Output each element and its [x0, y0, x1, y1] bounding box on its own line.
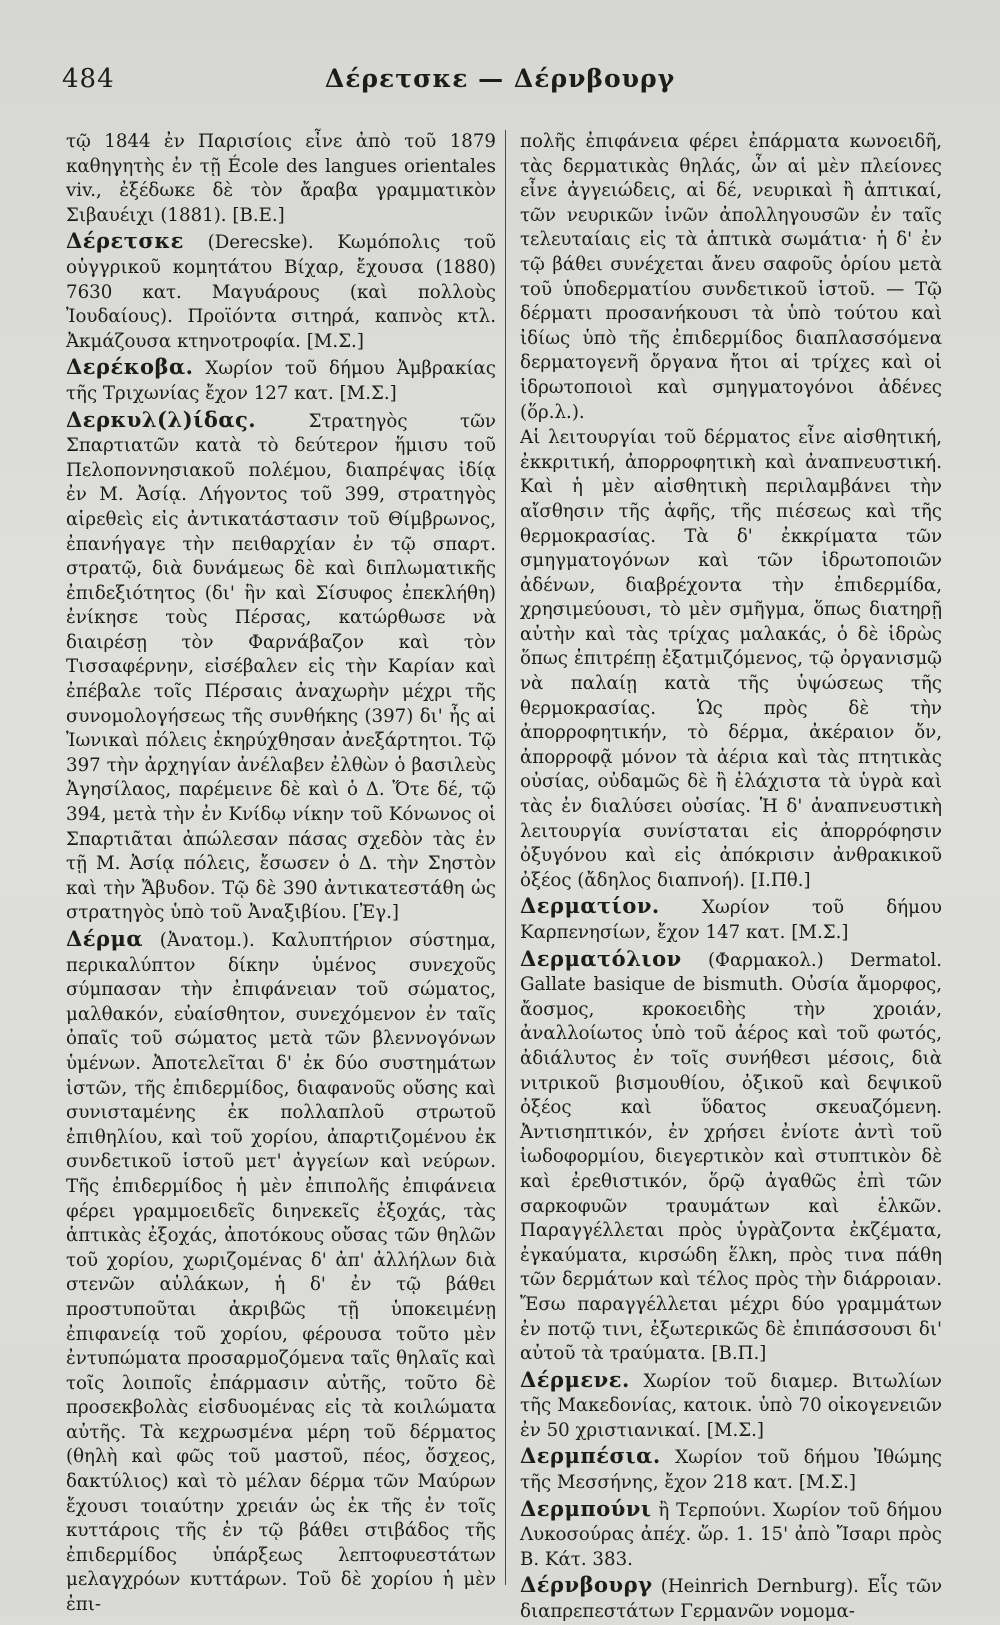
- entry-headword: Δέρμενε.: [520, 1366, 630, 1392]
- entry-headword: Δέρνβουργ: [520, 1572, 653, 1598]
- entry-text: Χωρίον τοῦ δήμου Ἰθώμης τῆς Μεσσήνης, ἔχον 218 κατ. [Μ.Σ.]: [520, 1447, 942, 1494]
- dictionary-entry: [520, 1573, 942, 1624]
- dictionary-entry: [520, 130, 942, 425]
- entry-headword: Δερματίον.: [520, 893, 660, 919]
- page-number: 484: [62, 64, 115, 94]
- dictionary-entry: [520, 1368, 942, 1444]
- dictionary-entry: [520, 894, 942, 945]
- entry-headword: Δέρμα: [66, 926, 144, 951]
- dictionary-entry: [66, 355, 496, 406]
- dictionary-entry: [520, 947, 942, 1367]
- dictionary-entry: [66, 927, 496, 1618]
- entry-text: (Derecske). Κωμόπολις τοῦ οὑγγρικοῦ κομητάτου Βίχαρ, ἔχουσα (1880) 7630 κατ. Μαγυάρους (καὶ πολλοὺς Ἰουδαίους). Προϊόντα σιτηρά, καπνὸς κτλ. Ἀκμάζουσα κτηνοτροφία. [Μ.Σ.]: [66, 232, 496, 352]
- left-column: [66, 130, 496, 1616]
- entry-headword: Δερμπέσια.: [520, 1443, 661, 1469]
- entry-text: ἢ Τερπούνι. Χωρίον τοῦ δήμου Λυκοσούρας ἀπέχ. ὥρ. 1. 15' ἀπὸ Ἴσαρι πρὸς Β. Κάτ. 383.: [520, 1499, 942, 1570]
- entry-text: (Ἀνατομ.). Καλυπτήριον σύστημα, περικαλύπτον δίκην ὑμένος συνεχοῦς σύμπασαν τὴν ἐπιφάνειαν τοῦ σώματος, μαλθακόν, εὐαίσθητον, συνεχόμενον ἐν ταῖς ὀπαῖς τοῦ σώματος μετὰ τῶν βλεννογόνων ὑμένων. Ἀποτελεῖται δ' ἐκ δύο συστημάτων ἱστῶν, τῆς ἐπιδερμίδος, διαφανοῦς οὔσης καὶ συνισταμένης ἐκ πολλαπλοῦ στρωτοῦ ἐπιθηλίου, καὶ τοῦ χορίου, ἀπαρτιζομένου ἐκ συνδετικοῦ ἱστοῦ μετ' ἀγγείων καὶ νεύρων. Τῆς ἐπιδερμίδος ἡ μὲν ἐπιπολῆς ἐπιφάνεια φέρει γραμμοειδεῖς διηνεκεῖς ἐξοχάς, τὰς ἁπτικὰς ἐξοχάς, ἀποτόκους οὔσας τῶν θηλῶν τοῦ χορίου, χωριζομένας δ' ἀπ' ἀλλήλων διὰ στενῶν αὐλάκων, ἡ δ' ἐν τῷ βάθει προστυποῦται ἀκριβῶς τῇ ὑποκειμένῃ ἐπιφανείᾳ τοῦ χορίου, φέρουσα τοῦτο μὲν ἐντυπώματα προσαρμοζόμενα ταῖς θηλαῖς καὶ τοῖς λοιποῖς ἐπάρμασιν αὐτῆς, τοῦτο δὲ προσεκβολὰς εἰσδυομένας εἰς τὰ κοιλώματα αὐτῆς. Τὰ κεχρωσμένα μέρη τοῦ δέρματος (θηλὴ καὶ φῶς τοῦ μαστοῦ, πέος, ὄσχεος, δακτύλιος) καὶ τὸ μέλαν δέρμα τῶν Μαύρων ἔχουσι τοιαύτην χρειάν ὡς ἐκ τῆς ἐν τοῖς κυττάροις τῆς ἐν τῷ βάθει στιβάδος τῆς ἐπιδερμίδος ὑπάρξεως λεπτοφυεστάτων μελαγχρόων κυττάρων. Τοῦ δὲ χορίου ἡ μὲν ἐπι-: [66, 930, 496, 1616]
- entry-text: Στρατηγὸς τῶν Σπαρτιατῶν κατὰ τὸ δεύτερον ἥμισυ τοῦ Πελοποννησιακοῦ πολέμου, διαπρέψας ἰδίᾳ ἐν Μ. Ἀσίᾳ. Λήγοντος τοῦ 399, στρατηγὸς αἱρεθεὶς εἰς ἀντικατάστασιν τοῦ Θίμβρωνος, ἐπανήγαγε τὴν πειθαρχίαν ἐν τῷ σπαρτ. στρατῷ, διὰ δυνάμεως δὲ καὶ διπλωματικῆς ἐπιδεξιότητος (δι' ἣν καὶ Σίσυφος ἐπεκλήθη) ἐνίκησε τοὺς Πέρσας, κατώρθωσε νὰ διαιρέσῃ τὸν Φαρνάβαζον καὶ τὸν Τισσαφέρνην, εἰσέβαλεν εἰς τὴν Καρίαν καὶ ἐπέβαλε τοῖς Πέρσαις ἀναχωρὴν μέχρι τῆς συνομολογήσεως τῆς συνθήκης (397) δι' ἧς αἱ Ἰωνικαὶ πόλεις ἐκηρύχθησαν ἀνεξάρτητοι. Τῷ 397 τὴν ἀρχηγίαν ἀνέλαβεν ἐλθὼν ὁ βασιλεὺς Ἀγησίλαος, παρέμεινε δὲ καὶ ὁ Δ. Ὅτε δέ, τῷ 394, μετὰ τὴν ἐν Κνίδῳ νίκην τοῦ Κόνωνος οἱ Σπαρτιᾶται ἀπώλεσαν πάσας σχεδὸν τὰς ἐν τῇ Μ. Ἀσίᾳ πόλεις, ἔσωσεν ὁ Δ. τὴν Σηστὸν καὶ τὴν Ἄβυδον. Τῷ δὲ 390 ἀντικατεστάθη ὡς στρατηγὸς ὑπὸ τοῦ Ἀναξιβίου. [Ἐγ.]: [66, 410, 496, 924]
- entry-text: (Φαρμακολ.) Dermatol. Gallate basique de bismuth. Οὐσία ἄμορφος, ἄοσμος, κροκοειδὴς τὴν χροιάν, ἀναλλοίωτος ὑπὸ τοῦ ἀέρος καὶ τοῦ φωτός, ἀδιάλυτος ἐν τοῖς συνήθεσι μέσοις, διὰ νιτρικοῦ βισμουθίου, ὀξικοῦ καὶ δεψικοῦ ὀξέος καὶ ὕδατος σκευαζόμενη. Ἀντισηπτικόν, ἐν χρήσει ἐνίοτε ἀντὶ τοῦ ἰωδοφορμίου, διεγερτικὸν καὶ στυπτικὸν δὲ καὶ ἐρεθιστικόν, ὅρῷ ἀγαθῶς ἐπὶ τῶν σαρκοφυῶν τραυμάτων καὶ ἑλκῶν. Παραγγέλλεται πρὸς ὑγρὰζοντα ἐκζέματα, ἐγκαύματα, κιρσώδη ἕλκη, πρὸς τινα πάθη τῶν δερμάτων καὶ τέλος πρὸς τὴν διάρροιαν. Ἔσω παραγγέλλεται μέχρι δύο γραμμάτων ἐν ποτῷ τινι, ἐξωτερικῶς δὲ ἐπιπάσσουσι δι' αὐτοῦ τὰ τραύματα. [Β.Π.]: [520, 949, 942, 1365]
- dictionary-entry: [66, 130, 496, 228]
- entry-text: Αἱ λειτουργίαι τοῦ δέρματος εἶνε αἰσθητική, ἐκκριτική, ἀπορροφητικὴ καὶ ἀναπνευστική. Καὶ ἡ μὲν αἰσθητικὴ περιλαμβάνει τὴν αἴσθησιν τῆς ἁφῆς, τῆς πιέσεως καὶ τῆς θερμοκρασίας. Τὰ δ' ἐκκρίματα τῶν σμηγματογόνων καὶ τῶν ἱδρωτοποιῶν ἀδένων, διαβρέχοντα τὴν ἐπιδερμίδα, χρησιμεύουσι, τὸ μὲν σμῆγμα, ὅπως διατηρῇ αὐτὴν καὶ τὰς τρίχας μαλακάς, ὁ δὲ ἱδρὼς ὅπως ἐπιτρέπῃ ἐξατμιζόμενος, τῷ ὀργανισμῷ νὰ παλαίῃ κατὰ τῆς ὑψώσεως τῆς θερμοκρασίας. Ὡς πρὸς δὲ τὴν ἀπορροφητικήν, τὸ δέρμα, ἀκέραιον ὄν, ἀπορροφᾷ μόνον τὰ ἀέρια καὶ τὰς πτητικὰς οὐσίας, οὐδαμῶς δὲ ἢ ἐλάχιστα τὰ ὑγρὰ καὶ τὰς ἐν διαλύσει οὐσίας. Ἡ δ' ἀναπνευστικὴ λειτουργία συνίσταται εἰς ἀπορρόφησιν ὀξυγόνου καὶ εἰς ἀπόκρισιν ἀνθρακικοῦ ὀξέος (ἄδηλος διαπνοή). [Ι.Πθ.]: [520, 427, 942, 891]
- entry-text: Χωρίον τοῦ δήμου Ἀμβρακίας τῆς Τριχωνίας ἔχον 127 κατ. [Μ.Σ.]: [66, 358, 496, 404]
- dictionary-entry: [520, 426, 942, 893]
- dictionary-entry: [520, 1444, 942, 1495]
- entry-text: πολῆς ἐπιφάνεια φέρει ἐπάρματα κωνοειδῆ, τὰς δερματικὰς θηλάς, ὧν αἱ μὲν πλείονες εἶνε ἀγγειώδεις, αἱ δέ, νευρικαὶ ἢ ἁπτικαί, τῶν νευρικῶν ἰνῶν ἀπολληγουσῶν ἐν ταῖς τελευταίαις εἰς τὰ ἁπτικὰ σωμάτια· ἡ δ' ἐν τῷ βάθει συνέχεται ἄνευ σαφοῦς ὁρίου μετὰ τοῦ ὑποδερματίου συνδετικοῦ ἱστοῦ. — Τῷ δέρματι προσανήκουσι τὰ ὑπὸ τούτου καὶ ἰδίως ὑπὸ τῆς ἐπιδερμίδος διαπλασσόμενα δερματογενῆ ὄργανα ἤτοι αἱ τρίχες καὶ οἱ ἱδρωτοποιοὶ καὶ σμηγματογόνοι ἀδένες (ὅρ.λ.).: [520, 131, 942, 423]
- dictionary-entry: [66, 229, 496, 354]
- entry-headword: Δερματόλιον: [520, 945, 682, 971]
- page-header: [62, 64, 938, 108]
- entry-text: Χωρίον τοῦ διαμερ. Βιτωλίων τῆς Μακεδονίας, κατοικ. ὑπὸ 70 οἰκογενειῶν ἐν 50 χριστιανικαί. [Μ.Σ.]: [520, 1370, 942, 1441]
- dictionary-entry: [520, 1497, 942, 1573]
- entry-text: Χωρίον τοῦ δήμου Καρπενησίων, ἔχον 147 κατ. [Μ.Σ.]: [520, 897, 942, 943]
- column-divider: [505, 130, 506, 1585]
- entry-text: τῷ 1844 ἐν Παρισίοις εἶνε ἀπὸ τοῦ 1879 καθηγητὴς ἐν τῇ École des langues orientales viv., ἐξέδωκε δὲ τὸν ἄραβα γραμματικὸν Σιβαυέιχι (1881). [Β.Ε.]: [66, 131, 496, 226]
- entry-headword: Δερκυλ(λ)ίδας.: [66, 406, 257, 432]
- running-head: Δέρετσκε — Δέρνβουργ: [324, 64, 676, 93]
- right-column: [520, 130, 942, 1623]
- entry-headword: Δερέκοβα.: [66, 354, 194, 380]
- dictionary-entry: [66, 408, 496, 926]
- entry-headword: Δέρετσκε: [66, 228, 184, 254]
- entry-headword: Δερμπούνι: [520, 1495, 652, 1521]
- entry-text: (Heinrich Dernburg). Εἷς τῶν διαπρεπεστάτων Γερμανῶν νομομα-: [520, 1576, 942, 1623]
